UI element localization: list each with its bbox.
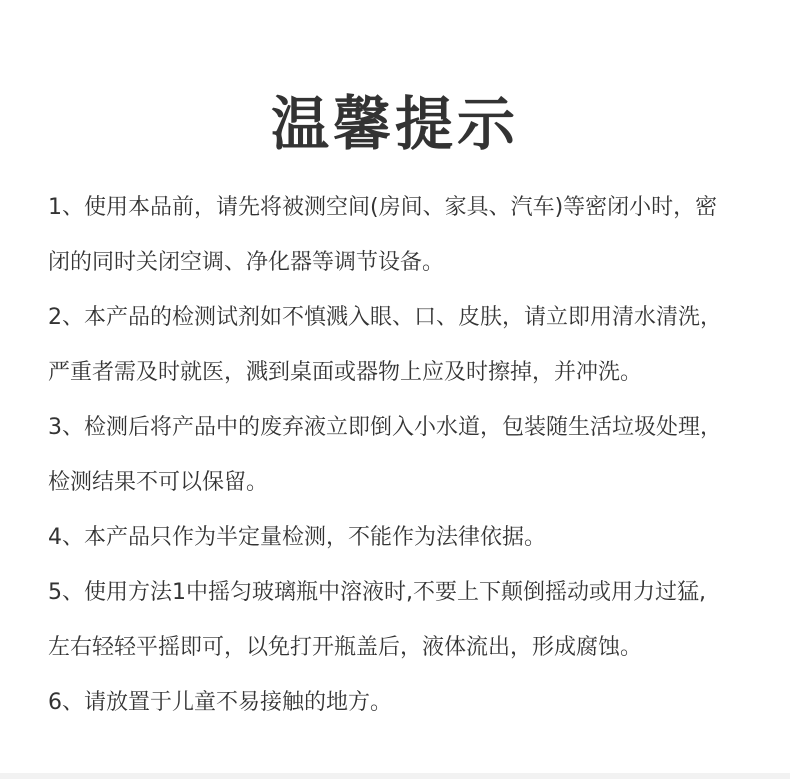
tip-line: 1、使用本品前，请先将被测空间(房间、家具、汽车)等密闭小时，密 [48, 195, 718, 220]
bottom-divider [0, 773, 790, 779]
tip-item-5 [48, 571, 760, 681]
tip-line: 6、请放置于儿童不易接触的地方。 [48, 690, 392, 715]
tip-line: 左右轻轻平摇即可，以免打开瓶盖后，液体流出，形成腐蚀。 [48, 635, 643, 660]
tip-line: 闭的同时关闭空调、净化器等调节设备。 [48, 250, 445, 275]
tip-line: 检测结果不可以保留。 [48, 470, 269, 495]
tip-item-2 [48, 296, 760, 406]
tip-line: 严重者需及时就医，溅到桌面或器物上应及时擦掉，并冲洗。 [48, 360, 643, 385]
tip-line: 5、使用方法1中摇匀玻璃瓶中溶液时,不要上下颠倒摇动或用力过猛, [48, 580, 706, 605]
tip-item-3 [48, 406, 760, 516]
tip-line: 4、本产品只作为半定量检测，不能作为法律依据。 [48, 525, 546, 550]
tip-line: 2、本产品的检测试剂如不慎溅入眼、口、皮肤，请立即用清水清洗， [48, 305, 722, 330]
tip-item-6 [48, 681, 760, 736]
tip-line: 3、检测后将产品中的废弃液立即倒入小水道，包装随生活垃圾处理， [48, 415, 722, 440]
tip-item-4 [48, 516, 760, 571]
tips-list [48, 186, 760, 736]
page-title: 温馨提示 [270, 89, 519, 158]
tip-item-1 [48, 186, 760, 296]
